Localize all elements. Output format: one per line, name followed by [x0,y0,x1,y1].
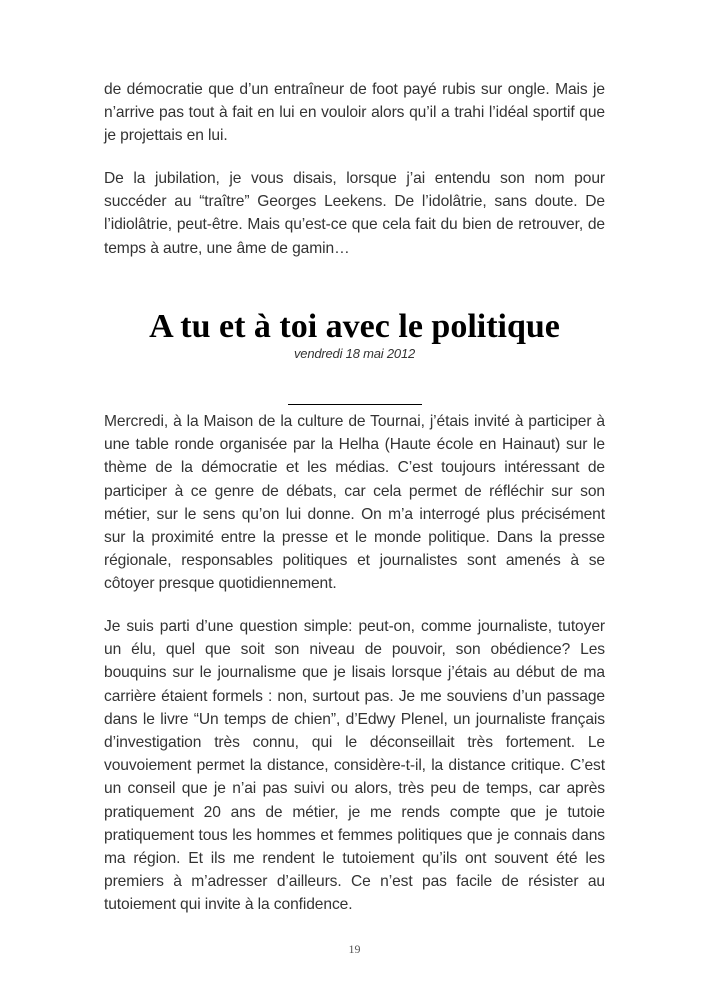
previous-article-paragraph-1: de démocratie que d’un entraîneur de foot payé rubis sur ongle. Mais je n’arrive pas tout à fait en lui en vouloir alors qu’il a trahi l’idéal sportif que je projettais en lui. [104,81,605,145]
section-divider [288,404,422,405]
article-paragraph-1: Mercredi, à la Maison de la culture de Tournai, j’étais invité à participer à une table ronde organisée par la Helha (Haute école en Hainaut) sur le thème de la démocratie et les médias. C’est toujours intéressant de participer à ce genre de débats, car cela permet de réfléchir sur son métier, sur le sens qu’on lui donne. On m’a interrogé plus précisément sur la proximité entre la presse et le monde politique. Dans la presse régionale, responsables politiques et journalistes sont amenés à se côtoyer presque quotidiennement. [104,413,605,593]
previous-article-paragraph-2: De la jubilation, je vous disais, lorsque j’ai entendu son nom pour succéder au “traître” Georges Leekens. De l’idolâtrie, sans doute. De l’idiolâtrie, peut-être. Mais qu’est-ce que cela fait du bien de retrouver, de temps à autre, une âme de gamin… [104,170,605,257]
article-title: A tu et à toi avec le politique [149,308,560,345]
page-number: 19 [348,942,361,956]
article-paragraph-2: Je suis parti d’une question simple: peut-on, comme journaliste, tutoyer un élu, quel que soit son niveau de pouvoir, son obédience? Les bouquins sur le journalisme que je lisais lorsque j’étais au début de ma carrière étaient formels : non, surtout pas. Je me souviens d’un passage dans le livre “Un temps de chien”, d’Edwy Plenel, un journaliste français d’investigation très connu, qui le déconseillait très fortement. Le vouvoiement permet la distance, considère-t-il, la distance critique. C’est un conseil que je n’ai pas suivi ou alors, très peu de temps, car après pratiquement 20 ans de métier, je me rends compte que je tutoie pratiquement tous les hommes et femmes politiques que je connais dans ma région. Et ils me rendent le tutoiement qu’ils ont souvent été les premiers à m’adresser d’ailleurs. Ce n’est pas facile de résister au tutoiement qui invite à la confidence. [104,618,605,914]
article-date: vendredi 18 mai 2012 [293,346,416,361]
